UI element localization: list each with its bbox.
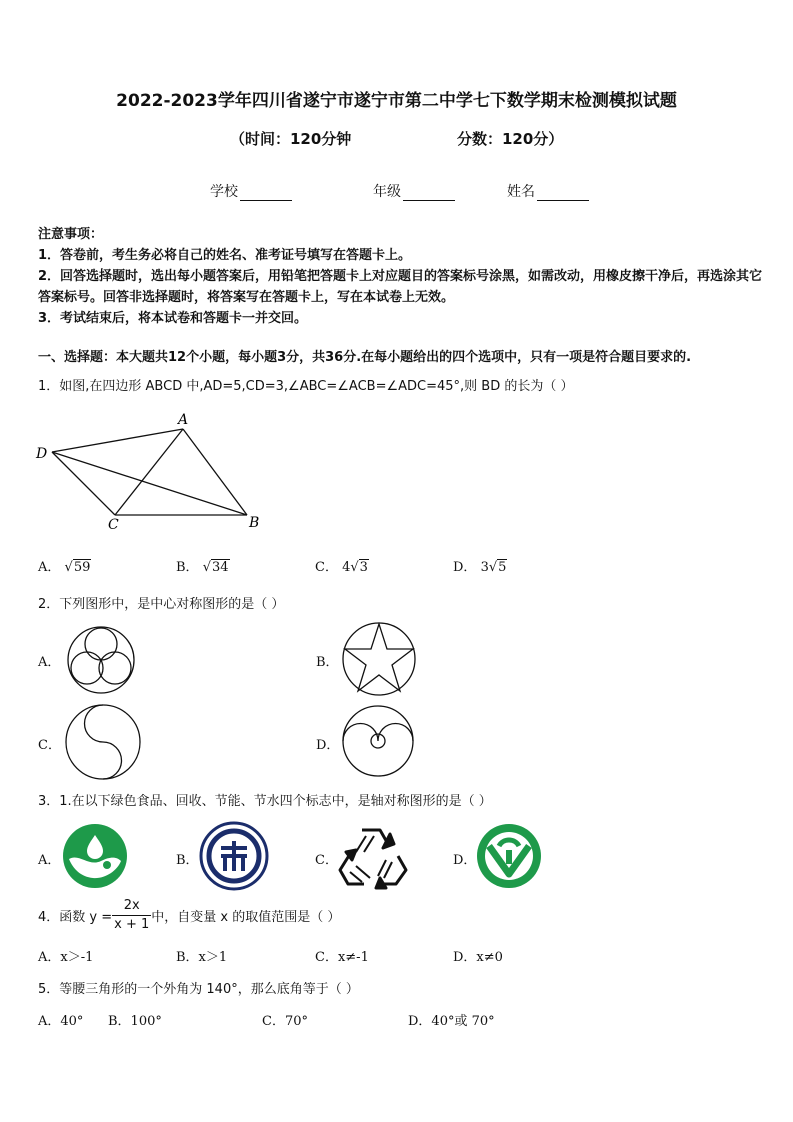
q2-option-a-label[interactable]: A． (38, 655, 61, 670)
page-title: 2022-2023学年四川省遂宁市遂宁市第二中学七下数学期末检测模拟试题 (116, 91, 677, 111)
note-item: 1．答卷前，考生务必将自己的姓名、准考证号填写在答题卡上。 (38, 248, 412, 263)
question-5-stem: 5．等腰三角形的一个外角为 140°，那么底角等于（ ） (38, 982, 359, 997)
label-d: D (36, 446, 48, 462)
q4-option-b[interactable]: B．x＞1 (176, 950, 228, 965)
question-4-stem: 4．函数 y = $\frac{2x}{x + 1}$ 中，自变量 x 的取值范围是（ ） (38, 898, 341, 932)
q3-option-c-label[interactable]: C． (315, 853, 338, 868)
question-3-stem: 3．1.在以下绿色食品、回收、节能、节水四个标志中，是轴对称图形的是（ ） (38, 794, 492, 809)
q3-option-d-label[interactable]: D． (453, 853, 477, 868)
star-in-circle-figure (340, 621, 418, 697)
green-food-logo (61, 823, 129, 889)
grade-field: 年级 (373, 181, 455, 201)
q2-option-b-label[interactable]: B． (316, 655, 339, 670)
q1-option-c[interactable]: C． 4√3 (315, 560, 368, 575)
notes-block (38, 224, 763, 329)
q1-option-a[interactable]: A． √59 (38, 560, 91, 575)
recycle-logo (199, 821, 269, 891)
q5-option-c[interactable]: C．70° (262, 1014, 308, 1029)
q4-option-c[interactable]: C．x≠-1 (315, 950, 369, 965)
notes-heading: 注意事项： (38, 227, 104, 242)
circle-with-arcs-figure (340, 703, 416, 779)
q1-option-d[interactable]: D． 3√5 (453, 560, 507, 575)
exam-time: （时间：120分钟 (230, 130, 352, 148)
q3-option-b-label[interactable]: B． (176, 853, 199, 868)
q4-option-a[interactable]: A．x＞-1 (38, 950, 94, 965)
exam-score: 分数：120分） (457, 130, 564, 148)
q5-option-d[interactable]: D．40°或 70° (408, 1014, 495, 1029)
q1-option-b[interactable]: B． √34 (176, 560, 229, 575)
q3-option-a-label[interactable]: A． (38, 853, 61, 868)
q2-option-d-label[interactable]: D． (316, 738, 340, 753)
yin-yang-figure (63, 703, 143, 781)
three-circles-figure (64, 624, 138, 696)
q4-option-d[interactable]: D．x≠0 (453, 950, 503, 965)
q5-option-b[interactable]: B．100° (108, 1014, 162, 1029)
note-item: 2．回答选择题时，选出每小题答案后，用铅笔把答题卡上对应题目的答案标号涂黑，如需改动，用橡皮擦干净后，再选涂其它答案标号。回答非选择题时，将答案写在答题卡上，写在本试卷上无效。 (38, 269, 763, 305)
q5-option-a[interactable]: A．40° (38, 1014, 84, 1029)
school-field: 学校 (210, 181, 292, 201)
label-a: A (178, 412, 189, 428)
quadrilateral-figure (30, 405, 270, 535)
question-1-stem: 1．如图,在四边形 ABCD 中,AD=5,CD=3,∠ABC=∠ACB=∠ADC=45°,则 BD 的长为（ ） (38, 379, 574, 394)
note-item: 3．考试结束后，将本试卷和答题卡一并交回。 (38, 311, 308, 326)
water-saving-logo (475, 822, 543, 890)
label-c: C (108, 517, 119, 533)
name-field: 姓名 (507, 181, 589, 201)
fraction: $\frac{2x}{x + 1}$ (114, 898, 150, 932)
q2-option-c-label[interactable]: C． (38, 738, 61, 753)
section-heading: 一、选择题：本大题共12个小题，每小题3分，共36分.在每小题给出的四个选项中，只有一项是符合题目要求的. (38, 350, 692, 365)
question-2-stem: 2．下列图形中，是中心对称图形的是（ ） (38, 597, 285, 612)
energy-saving-logo (336, 822, 408, 890)
label-b: B (249, 515, 260, 531)
